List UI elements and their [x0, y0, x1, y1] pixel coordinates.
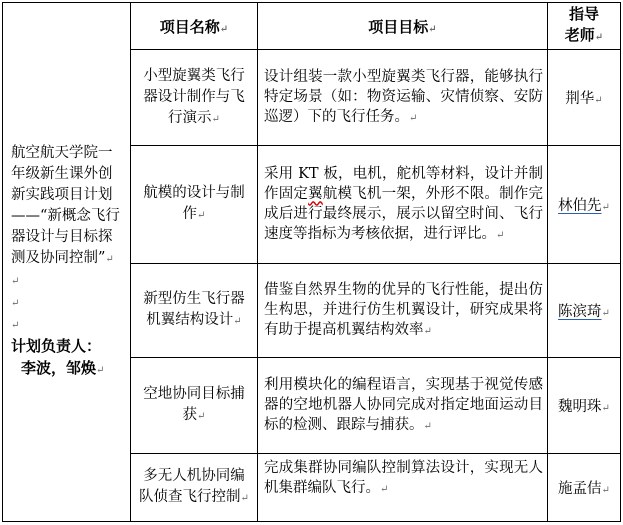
project-name: 新型仿生飞行器机翼结构设计↵ [131, 264, 258, 358]
project-table [2, 2, 621, 522]
project-goal: 借鉴自然界生物的优异的飞行性能，提出仿生构思，并进行仿生机翼设计，研究成果将有助于提高机翼结构效率↵ [258, 264, 548, 358]
project-tutor: 荆华↵ [548, 50, 621, 146]
plan-lead-label: 计划负责人： [11, 337, 102, 355]
project-goal: 采用 KT 板，电机，舵机等材料，设计并制作固定翼航模飞机一架，外形不限。制作完成后进行最终展示，展示以留空时间、飞行速度等指标为考核依据，进行评比。↵ [258, 146, 548, 264]
project-goal: 利用模块化的编程语言，实现基于视觉传感器的空地机器人协同完成对指定地面运动目标的检测、跟踪与捕获。↵ [258, 358, 548, 454]
project-tutor: 林伯先↵ [548, 146, 621, 264]
project-name: 小型旋翼类飞行器设计制作与飞行演示↵ [131, 50, 258, 146]
header-row [3, 3, 621, 50]
plan-cell: 航空航天学院一年级新生课外创新实践项目计划——“新概念飞行器设计与目标探测及协同控制”↵ ↵ ↵ ↵ 计划负责人： 李波，邹焕↵ [3, 3, 131, 522]
project-goal: 完成集群协同编队控制算法设计，实现无人机集群编队飞行。↵ [258, 454, 548, 522]
header-project-goal: 项目目标↵ [258, 3, 548, 50]
project-name: 多无人机协同编队侦查飞行控制↵ [131, 454, 258, 522]
project-tutor: 魏明珠↵ [548, 358, 621, 454]
project-tutor: 陈滨琦↵ [548, 264, 621, 358]
header-tutor: 指导 老师↵ [548, 3, 621, 50]
plan-lead-names: 李波，邹焕 [21, 359, 97, 377]
project-name: 空地协同目标捕获↵ [131, 358, 258, 454]
plan-title: 航空航天学院一年级新生课外创新实践项目计划——“新概念飞行器设计与目标探测及协同控制” [11, 145, 120, 266]
project-tutor: 施孟佶↵ [548, 454, 621, 522]
header-project-name: 项目名称↵ [131, 3, 258, 50]
spellcheck-word: 翼 [308, 185, 323, 202]
project-goal: 设计组装一款小型旋翼类飞行器，能够执行特定场景（如：物资运输、灾情侦察、安防巡逻）下的飞行任务。↵ [258, 50, 548, 146]
project-name: 航模的设计与制作↵ [131, 146, 258, 264]
